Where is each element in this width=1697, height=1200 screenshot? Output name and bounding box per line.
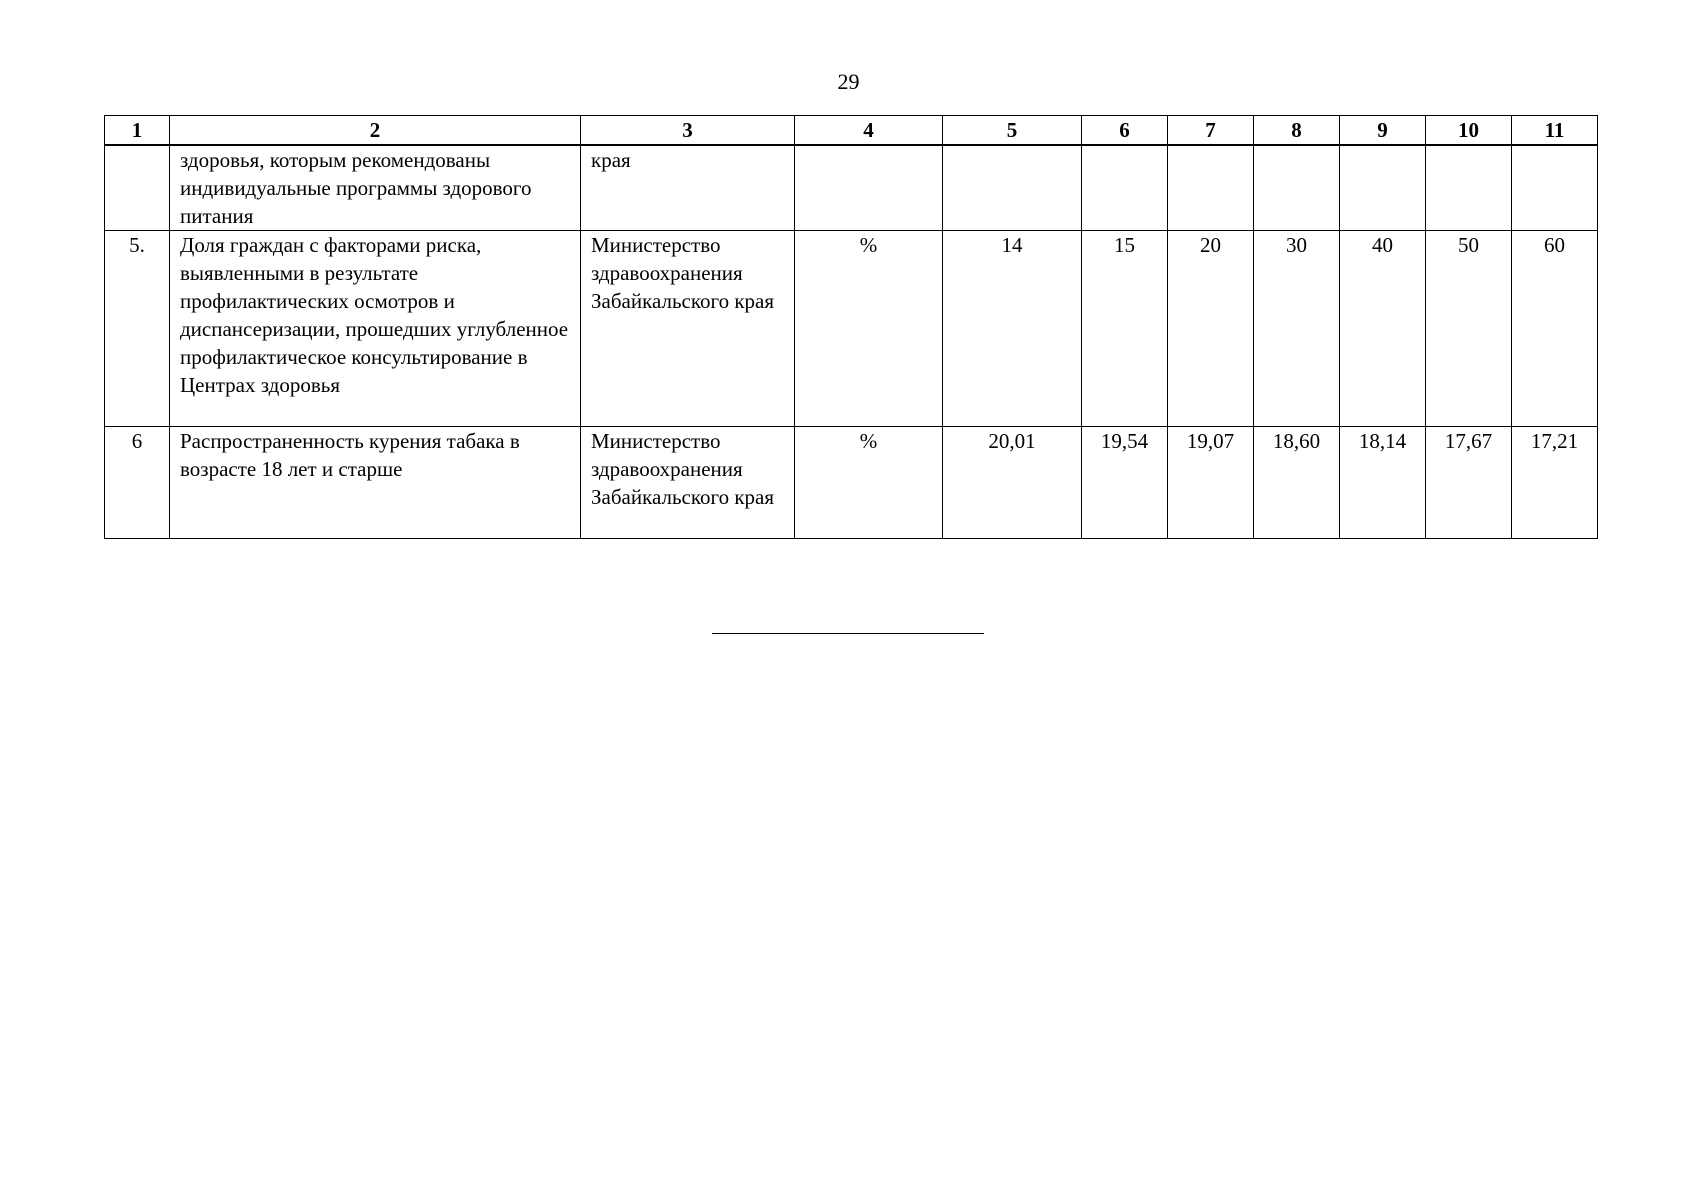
column-header: 6 bbox=[1082, 116, 1168, 146]
row-number-cell bbox=[105, 145, 170, 231]
column-header: 9 bbox=[1340, 116, 1426, 146]
value-cell: 17,67 bbox=[1426, 427, 1512, 539]
unit-cell: % bbox=[795, 427, 943, 539]
value-cell bbox=[1426, 145, 1512, 231]
value-cell bbox=[1512, 145, 1598, 231]
responsible-cell: края bbox=[581, 145, 795, 231]
value-cell: 20 bbox=[1168, 231, 1254, 427]
value-cell: 14 bbox=[943, 231, 1082, 427]
column-header: 7 bbox=[1168, 116, 1254, 146]
value-cell: 40 bbox=[1340, 231, 1426, 427]
value-cell: 17,21 bbox=[1512, 427, 1598, 539]
table-row bbox=[105, 145, 1598, 231]
page-number: 29 bbox=[837, 69, 860, 94]
column-header: 11 bbox=[1512, 116, 1598, 146]
value-cell bbox=[943, 145, 1082, 231]
value-cell: 19,54 bbox=[1082, 427, 1168, 539]
value-cell: 18,14 bbox=[1340, 427, 1426, 539]
row-number-cell: 6 bbox=[105, 427, 170, 539]
value-cell: 19,07 bbox=[1168, 427, 1254, 539]
unit-cell: % bbox=[795, 231, 943, 427]
value-cell bbox=[1254, 145, 1340, 231]
column-header: 8 bbox=[1254, 116, 1340, 146]
column-header: 1 bbox=[105, 116, 170, 146]
value-cell bbox=[1082, 145, 1168, 231]
column-header: 3 bbox=[581, 116, 795, 146]
column-header: 2 bbox=[170, 116, 581, 146]
end-divider bbox=[712, 633, 984, 634]
indicator-cell: здоровья, которым рекомендованы индивидуальные программы здорового питания bbox=[170, 145, 581, 231]
value-cell bbox=[1168, 145, 1254, 231]
column-header: 5 bbox=[943, 116, 1082, 146]
column-header: 10 bbox=[1426, 116, 1512, 146]
responsible-cell: Министерство здравоохранения Забайкальского края bbox=[581, 231, 795, 427]
value-cell: 15 bbox=[1082, 231, 1168, 427]
unit-cell bbox=[795, 145, 943, 231]
indicators-table bbox=[104, 115, 1598, 539]
indicator-cell: Доля граждан с факторами риска, выявленными в результате профилактических осмотров и диспансеризации, прошедших углубленное профилактическое консультирование в Центрах здоровья bbox=[170, 231, 581, 427]
row-number-cell: 5. bbox=[105, 231, 170, 427]
value-cell: 20,01 bbox=[943, 427, 1082, 539]
table-row bbox=[105, 231, 1598, 427]
value-cell: 30 bbox=[1254, 231, 1340, 427]
column-header: 4 bbox=[795, 116, 943, 146]
value-cell bbox=[1340, 145, 1426, 231]
header-row bbox=[105, 116, 1598, 146]
table-row bbox=[105, 427, 1598, 539]
responsible-cell: Министерство здравоохранения Забайкальского края bbox=[581, 427, 795, 539]
value-cell: 60 bbox=[1512, 231, 1598, 427]
value-cell: 18,60 bbox=[1254, 427, 1340, 539]
indicator-cell: Распространенность курения табака в возрасте 18 лет и старше bbox=[170, 427, 581, 539]
value-cell: 50 bbox=[1426, 231, 1512, 427]
